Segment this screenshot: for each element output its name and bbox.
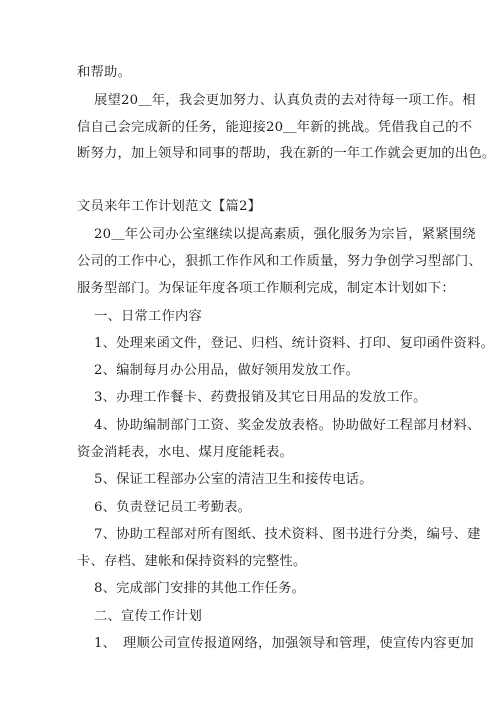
list-item: 5、保证工程部办公室的清洁卫生和接传电话。 [94, 472, 373, 487]
list-item: 7、协助工程部对所有图纸、技术资料、图书进行分类，编号、建 [94, 527, 481, 542]
paragraph-line: 公司的工作中心，狠抓工作作风和工作质量，努力争创学习型部门、 [77, 254, 482, 269]
section-heading: 文员来年工作计划范文【篇2】 [77, 199, 262, 214]
paragraph-line: 20＿年公司办公室继续以提高素质，强化服务为宗旨，紧紧围绕 [94, 227, 476, 242]
paragraph-line: 展望20＿年，我会更加努力、认真负责的去对待每一项工作。相 [94, 93, 476, 108]
paragraph-line: 信自己会完成新的任务，能迎接20＿年新的挑战。凭借我自己的不 [77, 120, 473, 135]
list-item-continuation: 资金消耗表，水电、煤月度能耗表。 [77, 445, 293, 460]
paragraph-line: 和帮助。 [77, 65, 131, 80]
list-item: 1、处理来函文件，登记、归档、统计资料、打印、复印函件资料。 [94, 336, 495, 351]
paragraph-line: 断努力，加上领导和同事的帮助，我在新的一年工作就会更加的出色。 [77, 146, 496, 161]
paragraph-line: 服务型部门。为保证年度各项工作顺利完成，制定本计划如下： [77, 281, 455, 296]
subsection-heading: 二、宣传工作计划 [94, 609, 202, 624]
list-item: 4、协助编制部门工资、奖金发放表格。协助做好工程部月材料、 [94, 418, 481, 433]
list-item: 2、编制每月办公用品，做好领用发放工作。 [94, 363, 360, 378]
list-item: 8、完成部门安排的其他工作任务。 [94, 581, 306, 596]
list-item: 1、 理顺公司宣传报道网络，加强领导和管理，使宣传内容更加 [94, 636, 474, 651]
list-item-continuation: 卡、存档、建帐和保持资料的完整性。 [77, 554, 307, 569]
list-item: 3、办理工作餐卡、药费报销及其它日用品的发放工作。 [94, 390, 427, 405]
list-item: 6、负责登记员工考勤表。 [94, 500, 252, 515]
subsection-heading: 一、日常工作内容 [94, 309, 202, 324]
